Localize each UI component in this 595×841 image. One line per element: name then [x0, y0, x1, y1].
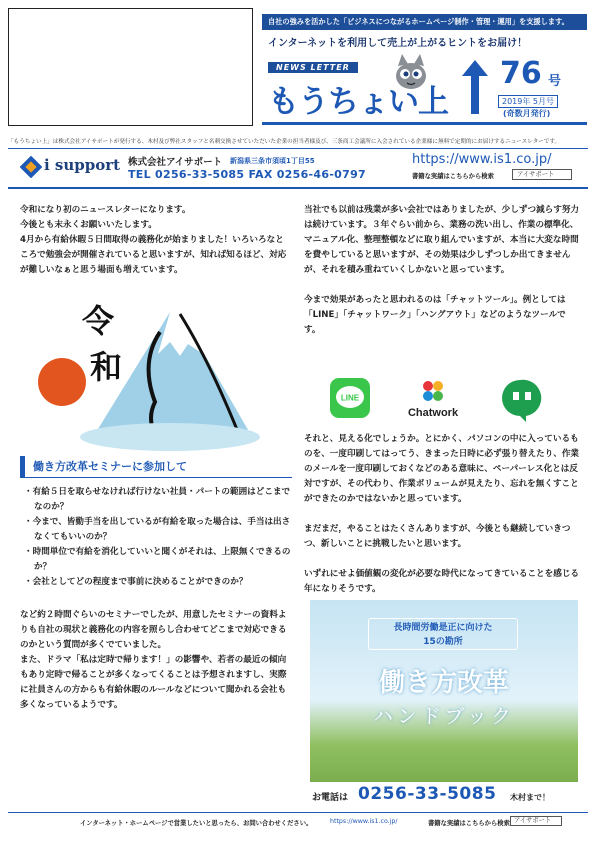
- seminar-section-heading: 働き方改革セミナーに参加して: [20, 456, 292, 478]
- line-icon: [330, 378, 370, 418]
- hangouts-icon: [502, 380, 541, 422]
- body-paragraph: いずれにせよ価値観の変化が必要な時代になってきていることを感じる年になりそうです。: [304, 569, 580, 594]
- intro-line: 令和になり初のニュースレターになります。: [20, 205, 191, 215]
- isupport-logo-icon: [20, 156, 42, 178]
- phone-number[interactable]: 0256-33-5085: [358, 784, 497, 804]
- company-name: 株式会社アイサポート: [128, 157, 223, 168]
- handbook-title: 働き方改革: [378, 668, 509, 698]
- address-label-box: [8, 8, 253, 126]
- company-tel-fax: TEL 0256-33-5085 FAX 0256-46-0797: [128, 168, 366, 181]
- right-column-bottom: [304, 432, 582, 597]
- header-divider: [8, 187, 588, 189]
- intro-text: [20, 203, 292, 278]
- issue-number: 76: [500, 56, 542, 91]
- body-paragraph: まだまだ，やることはたくさんありますが、今後とも継続していきつつ、新しいことに挑戦したいと思います。: [304, 524, 571, 549]
- issue-suffix: 号: [548, 74, 562, 89]
- list-item: ・会社としてどの程度まで事前に決めることができのか？: [24, 577, 248, 587]
- reiwa-fuji-illustration: [30, 292, 260, 452]
- footer-website-link[interactable]: https://www.is1.co.jp/: [330, 818, 398, 825]
- handbook-title-sub: ハンドブック: [373, 704, 515, 728]
- phone-label: お電話は: [312, 793, 349, 803]
- footer-search-keyword-box: アイサポート: [510, 816, 562, 826]
- footer-divider: [8, 812, 588, 813]
- body-paragraph: また、ドラマ「私は定時で帰ります！」の影響や、若者の最近の傾向もあり定時で帰ることが多くなってくることは予想されますし、実際に社員さんの方からも有給休暇のルールなどについて聞かれる会社も多くなっているようです。: [20, 655, 287, 710]
- handbook-subtitle: [368, 618, 518, 650]
- list-item: ・有給５日を取らせなければ行けない社員・パートの範囲はどこまでなのか？: [24, 487, 291, 512]
- newsletter-title: もうちょい上: [268, 84, 448, 120]
- line-icon-label: LINE: [340, 393, 360, 403]
- handbook-subtitle-line: 長時間労働是正に向けた: [393, 623, 493, 633]
- handbook-subtitle-line: 15の勘所: [423, 637, 463, 647]
- issue-date: 2019年 5月号: [498, 95, 558, 108]
- tagline-band: 自社の強みを活かした「ビジネスにつながるホームページ制作・管理・運用」を支援します。: [262, 14, 587, 30]
- arrow-up-icon: [460, 58, 490, 116]
- issue-frequency: (奇数月発行): [503, 109, 551, 118]
- seminar-body: [20, 608, 294, 713]
- seminar-question-list: [24, 485, 296, 590]
- phone-contact-suffix: 木村まで！: [510, 793, 550, 802]
- list-item: ・時間単位で有給を消化していいと聞くがそれは、上限無くできるのか？: [24, 547, 291, 572]
- search-keyword-box: アイサポート: [512, 169, 572, 180]
- footer-message: インターネット・ホームページで営業したいと思ったら、お問い合わせください。: [80, 820, 313, 827]
- company-logo-text: i support: [44, 156, 121, 174]
- reiwa-char-wa: 和: [90, 348, 123, 386]
- chatwork-icon: [408, 381, 459, 419]
- search-prompt: 書籍な実績はこちらから検索: [412, 173, 494, 180]
- body-paragraph: 今まで効果があったと思われるのは「チャットツール」。例としては「LINE」「チャットワーク」「ハングアウト」などのようなツールです。: [304, 295, 566, 335]
- footer-search-prompt: 書籍な実績はこちらから検索: [428, 820, 510, 827]
- intro-line: 4月から有給休暇５日間取得の義務化が始まりました！いろいろなところで勉強会が開催されていると思いますが、知れば知るほど、対応が難しいなぁと思う場面も増えています。: [20, 235, 287, 275]
- reiwa-char-rei: 令: [82, 302, 115, 340]
- newsletter-subtitle: インターネットを利用して売上が上がるヒントをお届け！: [268, 38, 528, 49]
- right-column-top: [304, 203, 582, 353]
- website-link[interactable]: https://www.is1.co.jp/: [412, 152, 552, 167]
- list-item: ・今まで、皆勤手当を出しているが有給を取った場合は、手当は出さなくてもいいのか？: [24, 517, 291, 542]
- masthead-divider: [262, 122, 587, 125]
- chatwork-icon-label: Chatwork: [407, 407, 459, 419]
- body-paragraph: 当社でも以前は残業が多い会社ではありましたが、少しずつ減らす努力は続けています。３年ぐらい前から、業務の洗い出し、作業の標準化、マニュアル化、整理整頓などに取り組んでいますが、本当に大変な時間を費やしていると思いますが、その効果は少しずつしか出てきませんが、それを積み重ねていくしかないと思っています。: [304, 205, 580, 275]
- handbook-cover-image: [310, 600, 578, 782]
- chat-tool-icons: [330, 376, 570, 424]
- body-paragraph: など約２時間ぐらいのセミナーでしたが、用意したセミナーの資料よりも自社の現状と義務化の内容を照らし合わせてどこまで対応できるのかという質問が多くでていました。: [20, 610, 287, 650]
- newsletter-tag: NEWS LETTER: [268, 62, 358, 73]
- company-address: 新潟県三条市須頃1丁目55: [230, 157, 315, 165]
- intro-line: 今後とも末永くお願いいたします。: [20, 220, 157, 230]
- about-statement: 「もうちょい上」は株式会社アイサポートが発行する、木村及び弊社スタッフと名刺交換させていただいた企業の担当者様及び、三条商工会議所に入会されている企業様に無料で定期的にお届けするニュースレターです。: [8, 137, 588, 149]
- body-paragraph: それと、見える化でしょうか。とにかく、パソコンの中に入っているものを、一度印刷してはってう、きまった日時に必ず張り替えたり、作業のメールを一度印刷しておくなどのある意味に、ペーパーレス化とは反対ですが、その代わり、作業ボリュームが見えたり、忘れを無くすことができたのかではないかと思っています。: [304, 434, 580, 504]
